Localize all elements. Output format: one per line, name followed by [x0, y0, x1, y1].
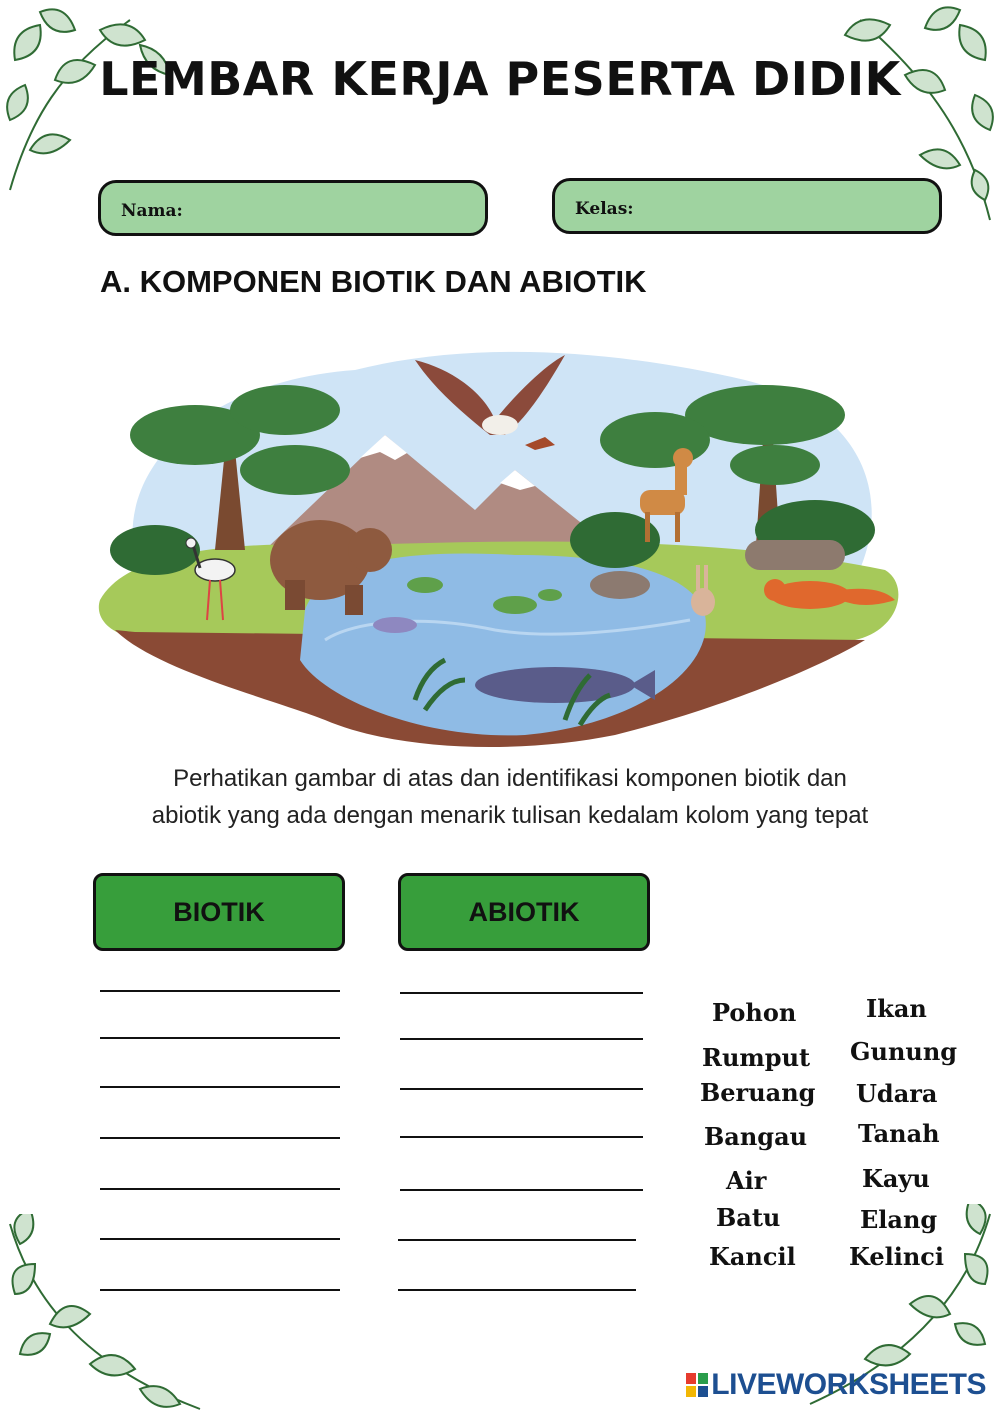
word-tanah[interactable]: Tanah — [858, 1119, 940, 1148]
word-bangau[interactable]: Bangau — [704, 1122, 808, 1151]
word-pohon[interactable]: Pohon — [712, 998, 797, 1027]
fish-icon — [373, 617, 417, 633]
word-kancil[interactable]: Kancil — [709, 1242, 796, 1271]
class-label: Kelas: — [575, 199, 634, 219]
abiotic-drop-slot-7[interactable] — [398, 1289, 636, 1291]
word-rumput[interactable]: Rumput — [702, 1043, 811, 1072]
abiotic-drop-slot-5[interactable] — [400, 1189, 643, 1191]
liveworksheets-logo-icon — [686, 1373, 708, 1397]
biotic-drop-slot-4[interactable] — [100, 1137, 340, 1139]
liveworksheets-logo — [686, 1368, 986, 1402]
abiotic-drop-slot-1[interactable] — [400, 992, 643, 994]
abiotic-column-header: ABIOTIK — [398, 873, 650, 951]
leaf-corner-bottom-left — [0, 1214, 210, 1414]
abiotic-drop-slot-2[interactable] — [400, 1038, 643, 1040]
biotic-drop-slot-7[interactable] — [100, 1289, 340, 1291]
abiotic-drop-slot-4[interactable] — [400, 1136, 643, 1138]
instruction-text — [80, 760, 940, 834]
biotic-drop-slot-5[interactable] — [100, 1188, 340, 1190]
class-field[interactable] — [552, 178, 942, 234]
word-batu[interactable]: Batu — [716, 1203, 781, 1232]
instruction-line-1: Perhatikan gambar di atas dan identifikasi komponen biotik dan — [173, 765, 847, 792]
abiotic-drop-slot-6[interactable] — [398, 1239, 636, 1241]
biotic-column-header: BIOTIK — [93, 873, 345, 951]
page-title: LEMBAR KERJA PESERTA DIDIK — [99, 52, 901, 106]
biotic-drop-slot-3[interactable] — [100, 1086, 340, 1088]
rock-icon — [590, 571, 650, 599]
name-field[interactable] — [98, 180, 488, 236]
word-ikan[interactable]: Ikan — [866, 994, 927, 1023]
section-title: A. KOMPONEN BIOTIK DAN ABIOTIK — [100, 264, 647, 299]
word-beruang[interactable]: Beruang — [700, 1078, 816, 1107]
biotic-drop-slot-1[interactable] — [100, 990, 340, 992]
word-kelinci[interactable]: Kelinci — [849, 1242, 945, 1271]
biotic-drop-slot-2[interactable] — [100, 1037, 340, 1039]
ecosystem-illustration — [95, 340, 905, 755]
word-udara[interactable]: Udara — [856, 1079, 938, 1108]
abiotic-drop-slot-3[interactable] — [400, 1088, 643, 1090]
biotic-drop-slot-6[interactable] — [100, 1238, 340, 1240]
log-icon — [745, 540, 845, 570]
word-kayu[interactable]: Kayu — [862, 1164, 930, 1193]
word-elang[interactable]: Elang — [860, 1205, 938, 1234]
liveworksheets-logo-text: LIVEWORKSHEETS — [711, 1368, 986, 1401]
word-air[interactable]: Air — [726, 1166, 767, 1195]
name-label: Nama: — [121, 201, 183, 221]
word-gunung[interactable]: Gunung — [850, 1037, 958, 1066]
instruction-line-2: abiotik yang ada dengan menarik tulisan kedalam kolom yang tepat — [151, 802, 869, 829]
